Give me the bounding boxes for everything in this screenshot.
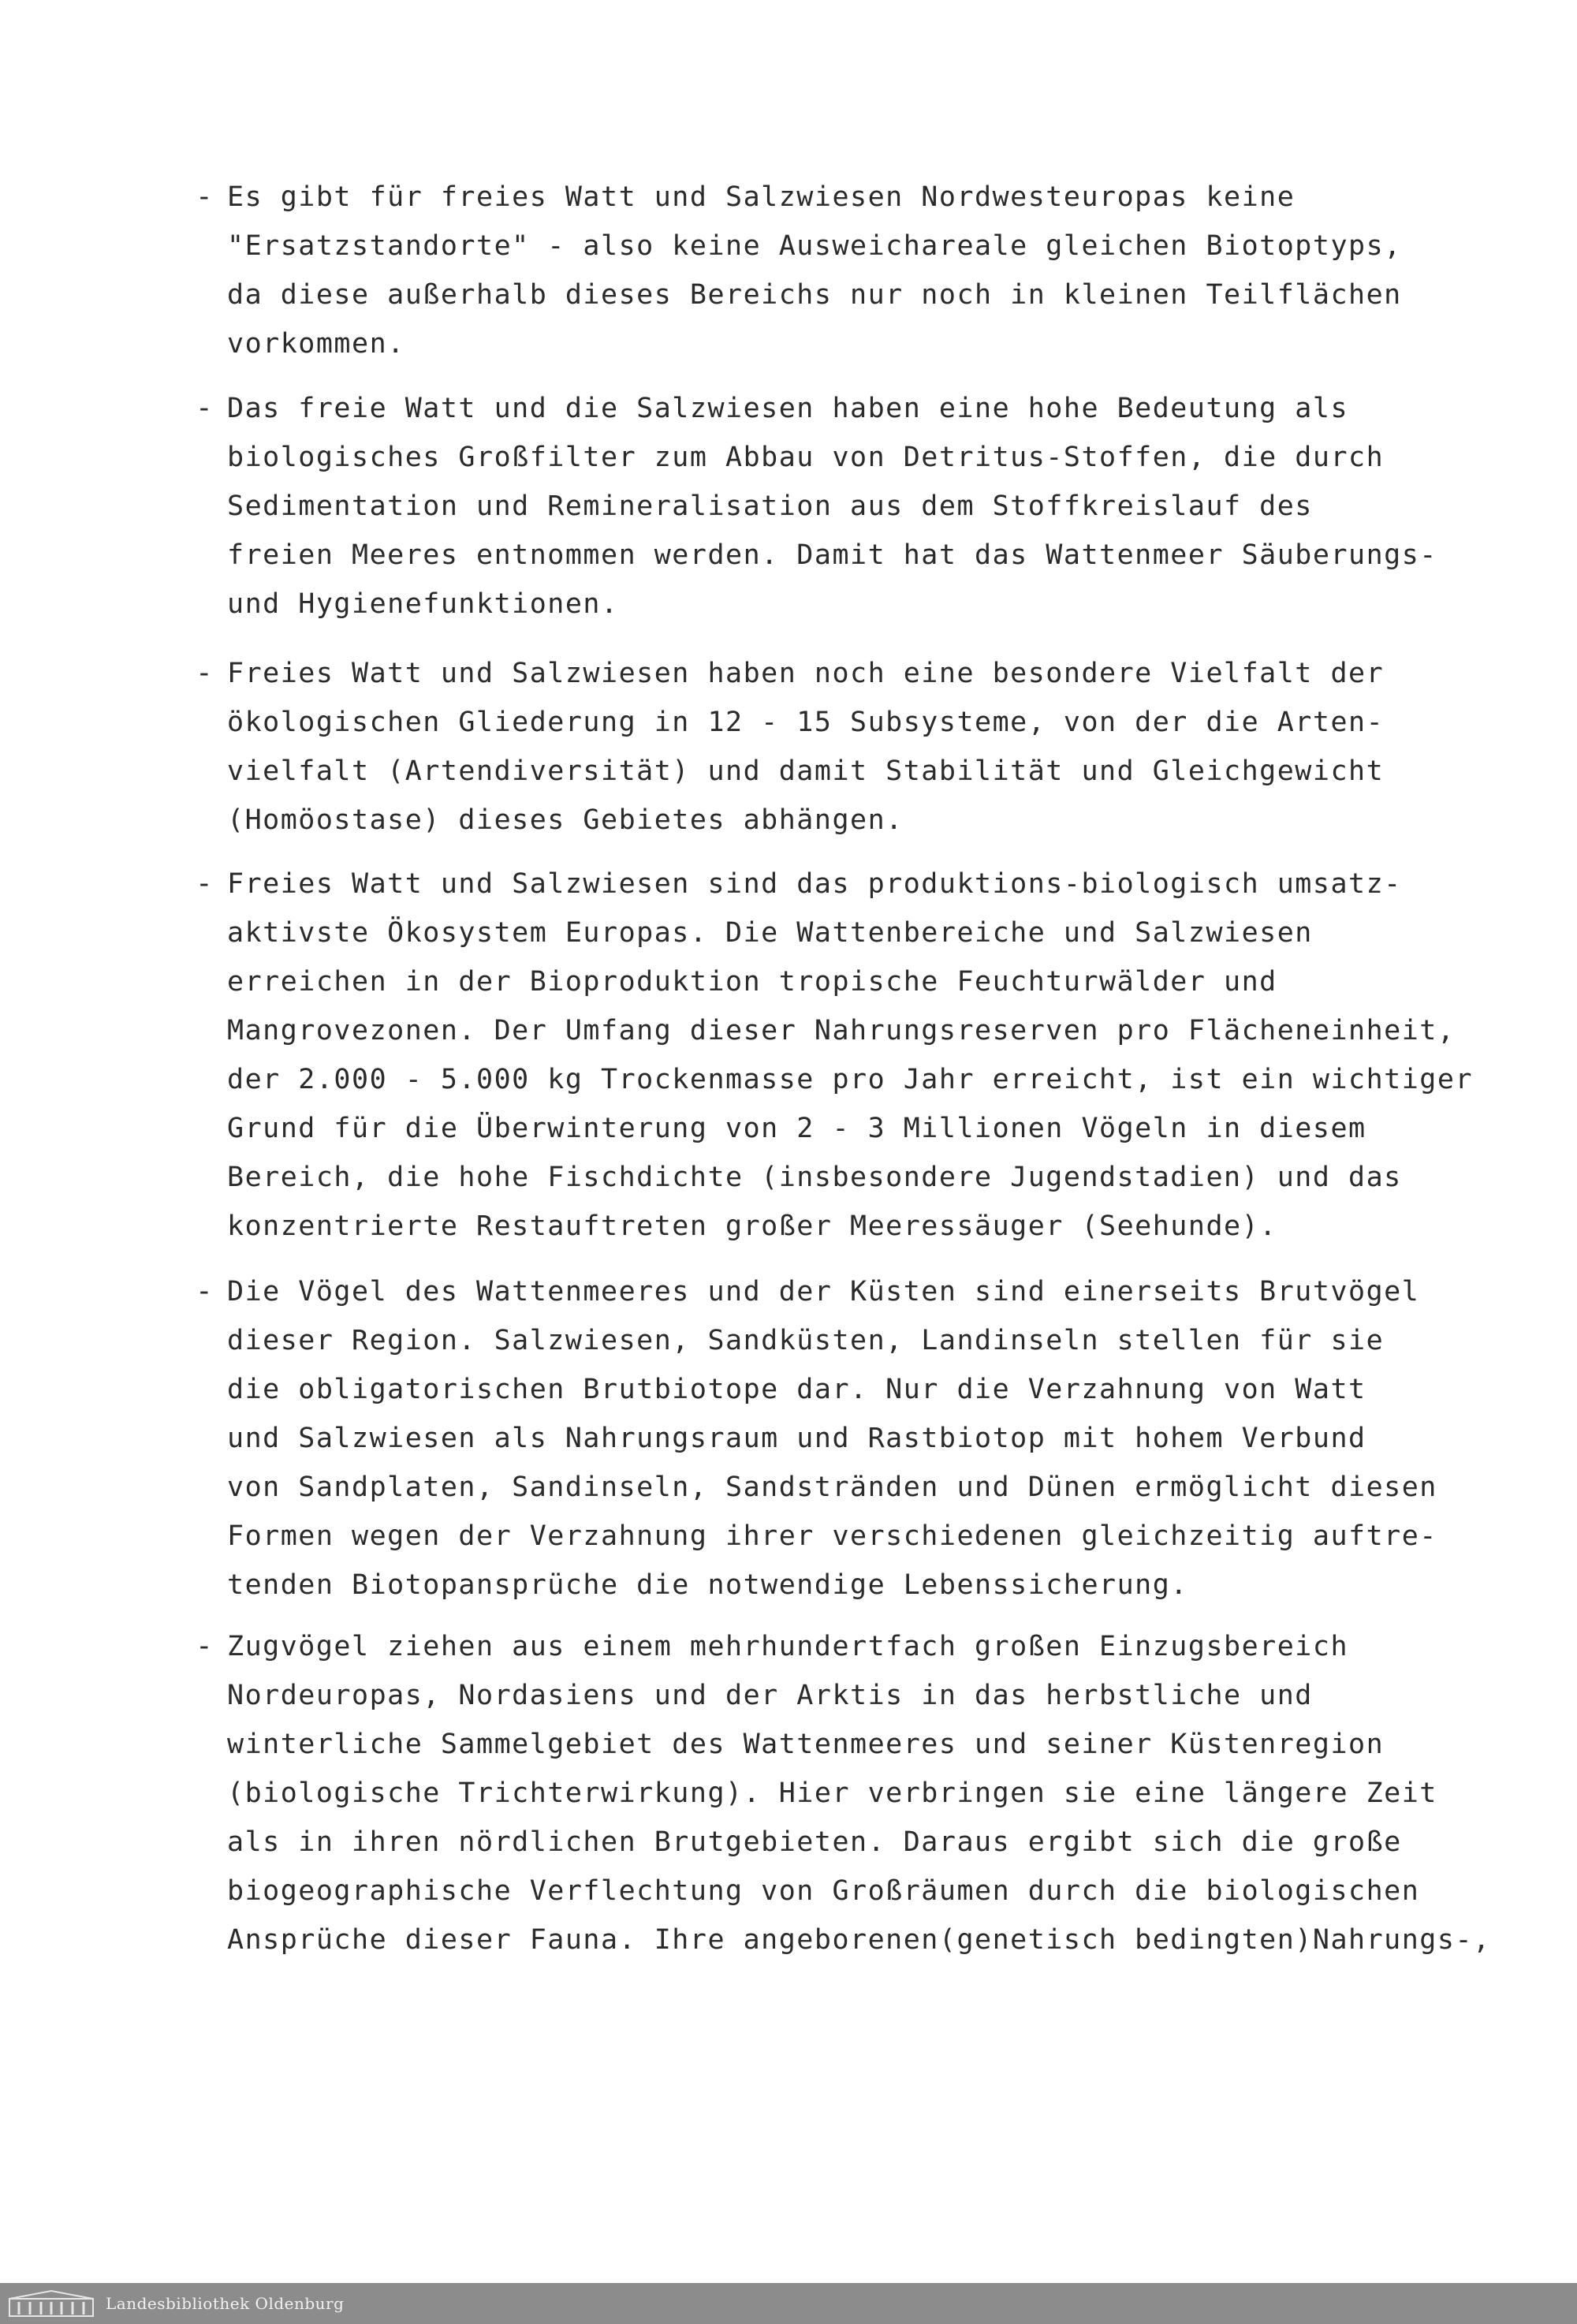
text-line: vorkommen.	[227, 328, 405, 360]
paragraph-zugvoegel	[196, 1622, 1491, 1964]
text-line: Freies Watt und Salzwiesen sind das produktions-biologisch umsatz-	[227, 868, 1402, 900]
bullet-dash: -	[196, 1275, 213, 1307]
bullet-dash: -	[196, 867, 213, 900]
text-line: Formen wegen der Verzahnung ihrer verschiedenen gleichzeitig auftre-	[227, 1520, 1437, 1552]
paragraph-brutvoegel	[196, 1267, 1437, 1610]
text-line: die obligatorischen Brutbiotope dar. Nur die Verzahnung von Watt	[227, 1374, 1366, 1405]
bullet-dash: -	[196, 181, 213, 213]
bullet-dash: -	[196, 392, 213, 424]
text-line: biologisches Großfilter zum Abbau von Detritus-Stoffen, die durch	[227, 442, 1385, 473]
text-line: Mangrovezonen. Der Umfang dieser Nahrungsreserven pro Flächeneinheit,	[227, 1015, 1456, 1046]
text-line: und Hygienefunktionen.	[227, 588, 619, 620]
text-line: Grund für die Überwinterung von 2 - 3 Millionen Vögeln in diesem	[227, 1113, 1366, 1144]
paragraph-ersatzstandorte	[196, 173, 1402, 368]
text-line: freien Meeres entnommen werden. Damit hat das Wattenmeer Säuberungs-	[227, 539, 1437, 571]
paragraph-oekosystem	[196, 860, 1474, 1251]
paragraph-grossfilter	[196, 384, 1437, 629]
text-line: Nordeuropas, Nordasiens und der Arktis in das herbstliche und	[227, 1680, 1313, 1711]
text-line: und Salzwiesen als Nahrungsraum und Rastbiotop mit hohem Verbund	[227, 1423, 1366, 1454]
text-line: winterliche Sammelgebiet des Wattenmeeres und seiner Küstenregion	[227, 1729, 1385, 1760]
text-line: biogeographische Verflechtung von Großräumen durch die biologischen	[227, 1875, 1420, 1907]
text-line: "Ersatzstandorte" - also keine Ausweichareale gleichen Biotoptyps,	[227, 230, 1402, 262]
library-building-icon	[8, 2289, 95, 2318]
text-line: konzentrierte Restauftreten großer Meeressäuger (Seehunde).	[227, 1210, 1277, 1242]
library-footer-bar	[0, 2283, 1577, 2324]
text-line: Zugvögel ziehen aus einem mehrhundertfach großen Einzugsbereich	[227, 1631, 1349, 1662]
text-line: da diese außerhalb dieses Bereichs nur noch in kleinen Teilflächen	[227, 279, 1402, 311]
text-line: aktivste Ökosystem Europas. Die Wattenbereiche und Salzwiesen	[227, 917, 1313, 949]
text-line: Freies Watt und Salzwiesen haben noch eine besondere Vielfalt der	[227, 658, 1385, 689]
text-line: erreichen in der Bioproduktion tropische Feuchturwälder und	[227, 966, 1277, 998]
text-line: Die Vögel des Wattenmeeres und der Küsten sind einerseits Brutvögel	[227, 1276, 1420, 1307]
text-line: von Sandplaten, Sandinseln, Sandstränden und Dünen ermöglicht diesen	[227, 1472, 1437, 1503]
text-line: Ansprüche dieser Fauna. Ihre angeborenen(genetisch bedingten)Nahrungs-,	[227, 1924, 1491, 1956]
text-line: (biologische Trichterwirkung). Hier verbringen sie eine längere Zeit	[227, 1778, 1437, 1809]
bullet-dash: -	[196, 1630, 213, 1662]
text-line: Das freie Watt und die Salzwiesen haben eine hohe Bedeutung als	[227, 393, 1349, 424]
text-line: Sedimentation und Remineralisation aus dem Stoffkreislauf des	[227, 491, 1313, 522]
text-line: der 2.000 - 5.000 kg Trockenmasse pro Jahr erreicht, ist ein wichtiger	[227, 1064, 1474, 1095]
text-line: Bereich, die hohe Fischdichte (insbesondere Jugendstadien) und das	[227, 1162, 1402, 1193]
text-line: ökologischen Gliederung in 12 - 15 Subsysteme, von der die Arten-	[227, 707, 1385, 738]
text-line: tenden Biotopansprüche die notwendige Lebenssicherung.	[227, 1569, 1188, 1601]
text-line: als in ihren nördlichen Brutgebieten. Daraus ergibt sich die große	[227, 1826, 1402, 1858]
library-name: Landesbibliothek Oldenburg	[106, 2294, 345, 2313]
text-line: vielfalt (Artendiversität) und damit Stabilität und Gleichgewicht	[227, 755, 1385, 787]
text-line: dieser Region. Salzwiesen, Sandküsten, Landinseln stellen für sie	[227, 1325, 1385, 1356]
text-line: Es gibt für freies Watt und Salzwiesen Nordwesteuropas keine	[227, 181, 1296, 213]
bullet-dash: -	[196, 657, 213, 689]
paragraph-vielfalt	[196, 649, 1394, 845]
text-line: (Homöostase) dieses Gebietes abhängen.	[227, 804, 904, 836]
